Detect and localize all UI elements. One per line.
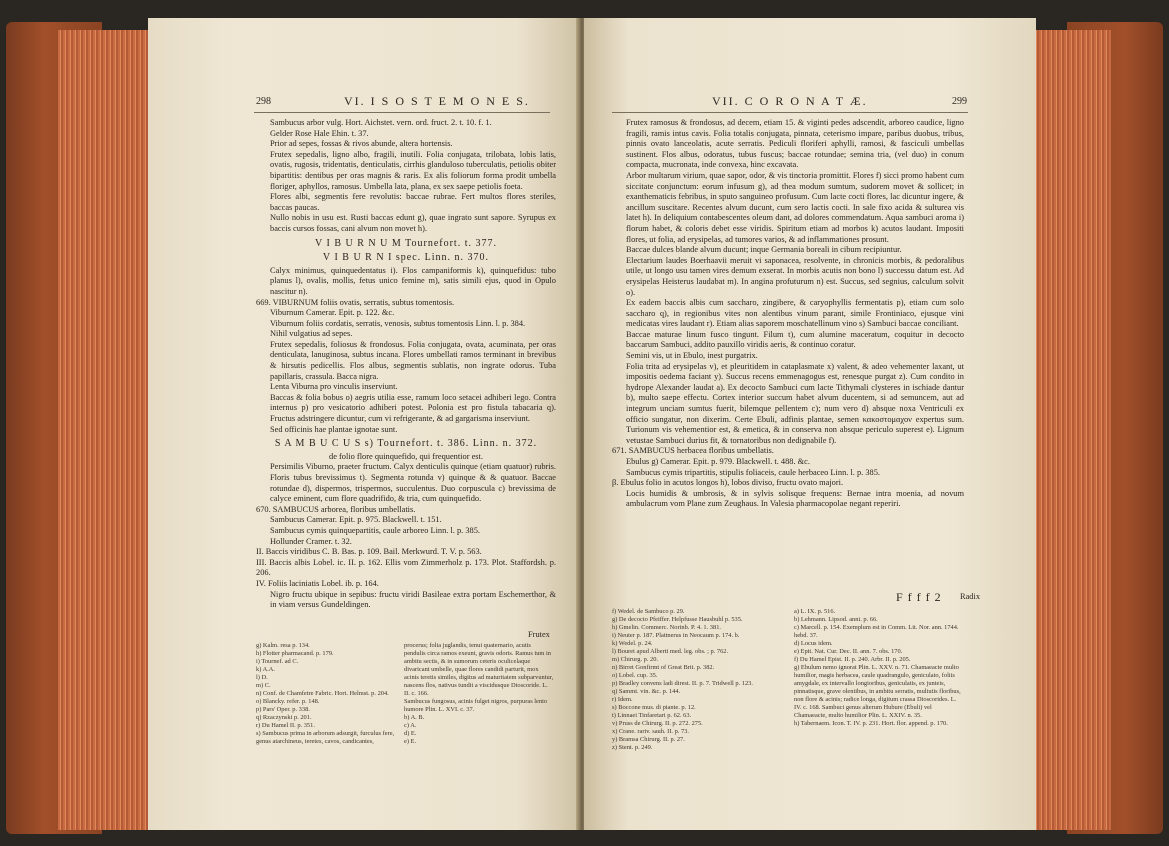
- footnote: m) Chirurg. p. 20.: [612, 656, 659, 663]
- paragraph: Viburnum foliis cordatis, serratis, venosis, subtus tomentosis Linn. l. p. 384.: [270, 318, 526, 328]
- footnote: Sambucus fungosus, acinis fulget nigros, purpuras lento humore Plin. L. XVI. c. 37.: [404, 698, 548, 713]
- paragraph: Nullo nobis in usu est. Rusti baccas edunt g), quae ingrato sunt sapore. Syrupus ex baccis cursos fossas, cani alvum non movet h).: [270, 213, 556, 233]
- footnote: y) Bramsa Chirurg. II. p. 27.: [612, 736, 685, 743]
- footnote: i) Neuter p. 187. Plattnerus in Neocaum p. 174. b.: [612, 632, 740, 639]
- footnote: g) Kalm. resa p. 134.: [256, 642, 310, 649]
- footnote: s) Sambucus prima in arborum adsurgit, furculus fere, genus atarchineus, teretes, cavos, candicantes,: [256, 730, 395, 745]
- footnotes-col-2: [794, 608, 964, 728]
- paragraph: Sambucus arbor vulg. Hort. Aichstet. vern. ord. fruct. 2. t. 10. f. 1.: [270, 118, 492, 127]
- catchword: Frutex: [528, 630, 550, 639]
- paragraph: Gelder Rose Hale Ehin. t. 37.: [270, 128, 369, 138]
- paragraph: IV. Foliis laciniatis Lobel. ib. p. 164.: [256, 578, 379, 588]
- footnote: a) L. IX. p. 516.: [794, 608, 836, 615]
- paragraph: Semini vis, ut in Ebulo, inest purgatrix.: [626, 351, 758, 361]
- footnotes-col-1: [256, 642, 396, 746]
- page-number: 298: [256, 96, 271, 107]
- paragraph: Flores albi, segmentis fere revolutis: baccae rubrae. Fert multos flores steriles, baccas paucas.: [270, 192, 556, 212]
- footnote: x) Crane. rariv. sauh. II. p. 73.: [612, 728, 689, 735]
- paragraph: V I B U R N U M Tournefort. t. 377.: [315, 237, 497, 249]
- page-edges-left: [58, 30, 150, 830]
- paragraph: V I B U R N I spec. Linn. n. 370.: [322, 252, 490, 264]
- footnote: t) Linnaei Tinfaretari p. 62. 63.: [612, 712, 692, 719]
- footnote: v) Pruss de Chirurg. II. p. 272. 275.: [612, 720, 703, 727]
- signature-mark: F f f f 2: [896, 590, 942, 604]
- footnote: q) Sammt. vin. &c. p. 144.: [612, 688, 681, 695]
- footnote: d) Locus idem.: [794, 640, 833, 647]
- paragraph: β. Ebulus folio in acutos longos h), lobos diviso, fructu ovato majori.: [612, 478, 844, 488]
- footnote: p) Pars' Oper. p. 338.: [256, 706, 310, 713]
- paragraph: 671. SAMBUCUS herbacea floribus umbellatis.: [612, 446, 774, 456]
- footnote: d) E.: [404, 730, 417, 737]
- paragraph: S A M B U C U S s) Tournefort. t. 386. Linn. n. 372.: [274, 438, 538, 450]
- paragraph: Sambucus cymis tripartitis, stipulis foliaceis, caule herbaceo Linn. l. p. 385.: [626, 467, 880, 477]
- footnote: o) Blancky. refer. p. 148.: [256, 698, 320, 705]
- footnote: k) Wedel. p. 24.: [612, 640, 653, 647]
- paragraph: Sambucus Camerar. Epit. p. 975. Blackwell. t. 151.: [270, 515, 442, 525]
- footnote: l) D.: [256, 674, 268, 681]
- paragraph: Frutex sepedalis, foliosus & frondosus. Folia conjugata, ovata, acuminata, per oras denticulata, lanuginosa, subtus incana. Flores umbellati ramos terminant in brevibus & hirsutis pedicellis. Flos albus, segmentis sublatis, non ingrate odorus. Tuba papillaris, crassula. Bacca nigra.: [270, 339, 556, 381]
- footnotes-col-2: [404, 642, 554, 746]
- paragraph: Lenta Viburna pro vinculis inserviunt.: [270, 382, 398, 392]
- paragraph: Baccae dulces blande alvum ducunt; inque Germania boreali in cibum recipiuntur.: [626, 245, 902, 255]
- paragraph: Persimilis Viburno, praeter fructum. Calyx denticulis quinque (etiam quatuor) rubris. Floris tubus brevissimus t). Segmenta rotunda v) quinque & & quatuor. Baccae rotundae d), dispermos, trispermos, succulentus. Duo corpuscula c) brevissima de calyce eminent, cum flore quadrifido, & tria, cum quinquefido.: [270, 462, 556, 504]
- paragraph: de folio flore quinquefido, qui frequentior est.: [329, 451, 483, 461]
- main-text: [612, 118, 964, 510]
- left-page: [148, 18, 580, 830]
- footnote: s) Boccone mus. di piante. p. 12.: [612, 704, 696, 711]
- paragraph: Ex eadem baccis albis cum saccharo, zingibere, & caryophyllis fermentatis p), etiam cum solo saccharo q), in regionibus vites non alentibus vinum parant, simile Frontiniaco, ejusque vini medicatas vires laudant r). Etiam alias saporem moschatellinum vino s) Sambuci baccae conciliant.: [626, 298, 964, 329]
- footnote: c) Marcell. p. 154. Exemplum est in Comm. Lit. Nor. ann. 1744. hebd. 37.: [794, 624, 959, 639]
- paragraph: Electarium laudes Boerhaavii meruit vi saponacea, resolvente, in chronicis morbis, & pedoralibus utile, ut longo usu tamen vires demum exserat. In morbis acutis non bono l) successu datum est. Ad erysipelas Heisterus laudabat m). In angina profuturum n) est. Succus, sed segnius, calculum solvit o).: [626, 255, 964, 297]
- paragraph: Prior ad sepes, fossas & rivos abunde, altera hortensis.: [270, 139, 453, 149]
- footnote: l) Bouret apud Alberti med. leg. obs. ; p. 762.: [612, 648, 729, 655]
- footnote: n) Birret Gonfirmt of Great Brit. p. 382.: [612, 664, 715, 671]
- catchword: Radix: [960, 592, 981, 601]
- right-page: [584, 18, 1036, 830]
- footnote: z) Stent. p. 249.: [612, 744, 653, 751]
- footnote: r) Idem.: [612, 696, 633, 703]
- paragraph: Hollunder Cramer. t. 32.: [270, 536, 352, 546]
- paragraph: III. Baccis albis Lobel. ic. II. p. 162. Ellis vom Zimmerholz p. 173. Plot. Staffordsh. p. 206.: [256, 557, 556, 578]
- footnote: procerus; folia juglandis, tenui quaternario, acutis pendulis circa ramos exeunt, gravis odoris. Ramus tum in ambitu sectis, & in sumorum ceteris oculicelaque divaricant umbelle, quae flores candidi parturit, mox acinis teretis similes, digitus ad maturitatem subparvuntur, nascens flos, nativus tundit a viscidusque Dioscoride. L. II. c. 166.: [404, 642, 554, 697]
- footnote: q) Rzaczynski p. 201.: [256, 714, 312, 721]
- footnote: h) Gmelin. Commerc. Norinb. P. 4. 1. 381.: [612, 624, 721, 631]
- paragraph: II. Baccis viridibus C. B. Bas. p. 109. Bail. Merkwurd. T. V. p. 563.: [256, 547, 482, 557]
- paragraph: Viburnum Camerar. Epit. p. 122. &c.: [270, 308, 395, 318]
- footnote: g) Ebulum nemo ignorat Plin. L. XXV. n. 71. Chamaeacte multo humilior, magis herbacea, caule quadrangulo, geniculato, foliis amygdale, ex intervallo longioribus, geniculatis, ex junteis, pinnatisque, grave olentibus, in ambitu serratis, muliutis floribus, non flore & acinis; radice longa, digitum crassa Dioscorides. L. IV. c. 168. Sambuci genus alterum Hubure (Ebuli) vel Chamaeacte, multo humilior Plin. L. XXIV. n. 35.: [794, 664, 961, 719]
- paragraph: Nigro fructu ubique in sepibus: fructu viridi Basileae extra portam Eschemerthor, & in viam versus Gundeldingen.: [270, 589, 556, 610]
- footnote: h) Tabernaem. Icon. T. IV. p. 231. Hort. flor. append. p. 170.: [794, 720, 948, 727]
- footnote: g) De decocto Pfeiffer. Helpfusse Hausbuhl p. 535.: [612, 616, 743, 623]
- footnote: o) Lobel. cup. 35.: [612, 672, 658, 679]
- page-header: VII. C O R O N A T Æ.: [712, 94, 868, 108]
- footnote: n) Conf. de Chamfetre Fabric. Hort. Helmst. p. 204.: [256, 690, 389, 697]
- paragraph: Ebulus g) Camerar. Epit. p. 979. Blackwell. t. 488. &c.: [626, 457, 810, 466]
- paragraph: Locis humidis & umbrosis, & in sylvis solisque frequens: Bernae intra moenia, ad novum ambulacrum vom Plane zum Zeughaus. In Valesia pharmacopolae negant reperiri.: [626, 488, 964, 509]
- footnotes-col-1: [612, 608, 782, 752]
- header-rule: [612, 112, 968, 113]
- footnote: p) Bradley convens ladi direst. II. p. 7. Tridwell p. 123.: [612, 680, 753, 687]
- header-rule: [254, 112, 550, 113]
- paragraph: 669. VIBURNUM foliis ovatis, serratis, subtus tomentosis.: [256, 297, 455, 307]
- footnote: h) Flotter pharmacand. p. 179.: [256, 650, 334, 657]
- footnote: e) E.: [404, 738, 417, 745]
- paragraph: Sed officinis hae plantae ignotae sunt.: [270, 424, 398, 434]
- paragraph: Frutex sepedalis, ligno albo, fragili, inutili. Folia conjugata, trilobata, lobis latis, ovatis, rugosis, tridentatis, denticulatis, cirrhis glanduloso tuberculatis, petiolis obiter bipartitis: dentibus per oras magnis & raris. Ex alis foliorum forma prodit umbella floriger, aphyllos, ramosus. Umbella lata, plana, ex sex saepe petiolis foeta.: [270, 149, 556, 191]
- page-number: 299: [952, 96, 967, 107]
- paragraph: Sambucus cymis quinquepartitis, caule arboreo Linn. l. p. 385.: [270, 525, 481, 535]
- main-text: [256, 118, 556, 611]
- footnote: f) Du Hamel Epist. II. p. 240. Arbr. II. p. 205.: [794, 656, 911, 663]
- footnote: e) Epit. Nat. Cur. Dec. II. ann. 7. obs. 170.: [794, 648, 903, 655]
- footnote: f) Wedel. de Sambuco p. 29.: [612, 608, 685, 615]
- paragraph: Frutex ramosus & frondosus, ad decem, etiam 15. & viginti pedes adscendit, arboreo caudice, ligno fragili, ramis intus cavis. Folia totalis conjugata, pinnata, ceterismo impare, paribus duobus, tribus, pinnis ovato lanceolatis, acute serratis. Pediculi floriferi aphylli, ramosi, & fasciculi umbellas sustinent. Flos albus, odoratus, tubus fuscus; baccae rotundae; semina tria, (vel duo) in conum compacta, mucronata, inde convexa, hinc excavata.: [626, 118, 964, 170]
- footnote: k) A.A.: [256, 666, 275, 673]
- footnote: m) C.: [256, 682, 271, 689]
- paragraph: Calyx minimus, quinquedentatus i). Flos campaniformis k), quinquefidus: tubo planus l), ovalis, mollis, fetus unico femine m), satis simili ejus, quod in Opulo nascitur n).: [270, 265, 556, 296]
- footnote: r) Du Hamel II. p. 351.: [256, 722, 315, 729]
- footnote: c) A.: [404, 722, 417, 729]
- paragraph: Baccae maturae linum fusco tingunt. Filum t), cum alumine maceratum, coquitur in decocto baccarum Sambuci, addito pauxillo viridis aeris, & continuo coratur.: [626, 329, 964, 350]
- footnote: i) Tournef. ad C.: [256, 658, 299, 665]
- paragraph: Arbor multarum virium, quae sapor, odor, & vis tinctoria promittit. Flores f) sicci promo habent cum siccitate conjunctum: eorum infusum g), ad thea modum sumtum, sudorem movet & sollicet; in exanthematicis febribus, in sputo sanguineo profusum. Cum lacte cocti flores, lac dicuntur ingere, & ancillum suscitare. Recentes alvum ducunt, cum sero lactis cocti. In sale fixo acida & sulturea vis latet h). In deliquium contabescentes oleum dant, ad dolores commendatum. Aqua sambuci aroma i) florum habet, & coloris debet esse viridis. Spiritum etiam ad morbos k) acutos laudant. Impositi flores, ut folia, ad erysipelas, ad tumores varios, & ad inflammationes prosunt.: [626, 170, 964, 244]
- page-header: VI. I S O S T E M O N E S.: [344, 94, 530, 108]
- paragraph: 670. SAMBUCUS arborea, floribus umbellatis.: [256, 504, 416, 514]
- footnote: b) Lehmann. Lipsod. anni. p. 66.: [794, 616, 878, 623]
- paragraph: Folia trita ad erysipelas v), et pleuritidem in cataplasmate x) valent, & adeo vehementer laxant, ut impositis oedema faciant y). Succus recens emmenagogus est, renesque purgat z). Cum condito in hydrope Alexander laudat a). Ex decocto Sambuci cum lacte Tithymali clysteres in ischiade dantur b), multo saepe effectu. Cortex interior succum habet alvum ducentem, si ad semuncem, aut ad integrum unciam sumtus fuerit, bilemque pellentem c); num vero d) absque noxa Ventriculi ex officio sungatur, non dixerim. Certe Ebuli, adfinis plantae, semen κακοστομαχον expertus sum. Turionum vis vehementior est, & emetica, & in conserva non absque periculo superest e). Lignum vetustae Sambuci durius fit, & tornatoribus non dedignabile f).: [626, 361, 964, 445]
- footnote: b) A. B.: [404, 714, 425, 721]
- paragraph: Nihil vulgatius ad sepes.: [270, 329, 353, 339]
- paragraph: Baccas & folia bobus o) aegris utilia esse, ramum loco setacei adhiberi lego. Contra internus p) pro vesicatorio adhiberi potest. Polonia est pro fistula tabacaria q). Fructus adstringere dicuntur, cum vi refrigerante, & ad gargarisma inserviunt.: [270, 392, 556, 424]
